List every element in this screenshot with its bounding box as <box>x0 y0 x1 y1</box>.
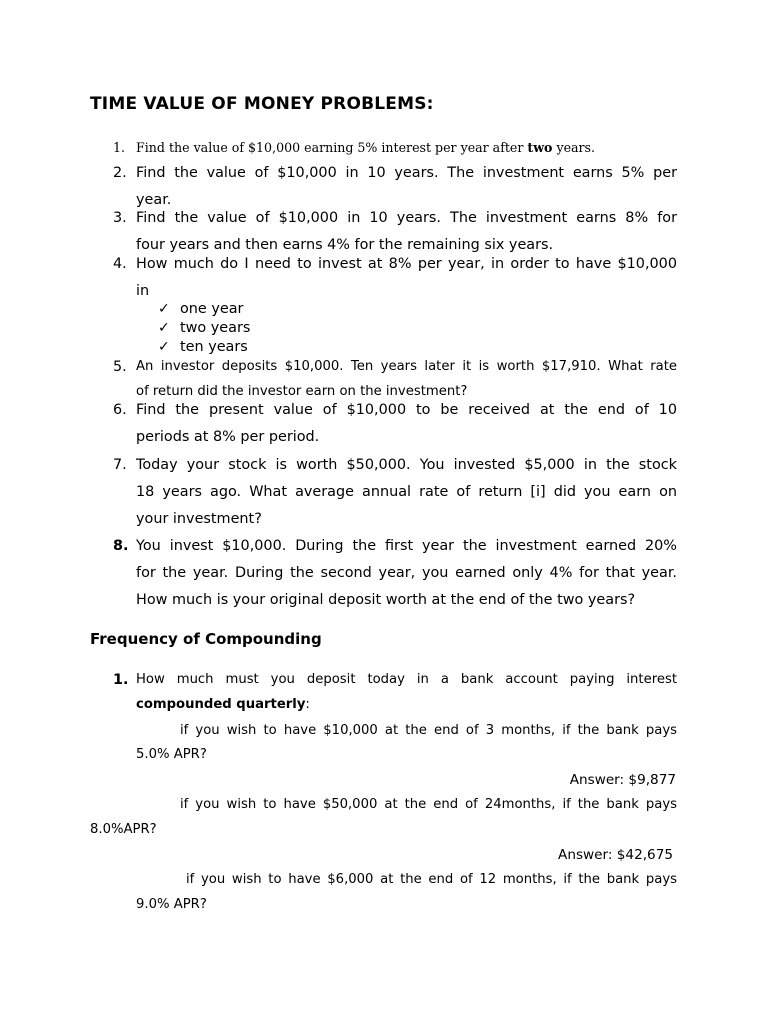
section-q1-part-a-line-2: 5.0% APR? <box>136 747 207 762</box>
problem-1-text-post: years. <box>552 140 596 155</box>
problem-1-text-pre: Find the value of $10,000 earning 5% interest per year after <box>136 140 528 155</box>
problem-2-line-1: Find the value of $10,000 in 10 years. The investment earns 5% per <box>136 165 677 181</box>
problem-4-line-2: in <box>136 283 150 299</box>
checkmark-icon: ✓ <box>158 301 170 317</box>
problem-2-line-2: year. <box>136 192 172 208</box>
problem-7-line-2: 18 years ago. What average annual rate of return [i] did you earn on <box>136 484 677 500</box>
problem-1-number: 1. <box>113 140 126 155</box>
problem-3-line-1: Find the value of $10,000 in 10 years. The investment earns 8% for <box>136 210 677 226</box>
problem-8-number: 8. <box>113 538 129 554</box>
problem-1-text-bold: two <box>527 140 553 155</box>
section-q1-part-c-line-2: 9.0% APR? <box>136 897 207 912</box>
problem-6-number: 6. <box>113 402 127 418</box>
problem-7-number: 7. <box>113 457 127 473</box>
section-q1-line-2-post: : <box>305 697 310 712</box>
compounded-quarterly-bold: compounded quarterly <box>136 697 306 712</box>
page-title: TIME VALUE OF MONEY PROBLEMS: <box>90 94 434 114</box>
problem-2-number: 2. <box>113 165 127 181</box>
problem-8-line-3: How much is your original deposit worth at the end of the two years? <box>136 592 636 608</box>
problem-5-number: 5. <box>113 359 127 375</box>
problem-5-line-2: of return did the investor earn on the investment? <box>136 384 468 399</box>
problem-8-line-2: for the year. During the second year, you earned only 4% for that year. <box>136 565 677 581</box>
section-q1-part-b-line-2: 8.0%APR? <box>90 822 157 837</box>
problem-5-line-1: An investor deposits $10,000. Ten years later it is worth $17,910. What rate <box>136 359 677 374</box>
section-q1-part-a-answer: Answer: $9,877 <box>569 772 676 788</box>
problem-4-number: 4. <box>113 256 127 272</box>
problem-4-line-1: How much do I need to invest at 8% per year, in order to have $10,000 <box>136 256 677 272</box>
section-q1-line-2 <box>136 696 310 714</box>
section-q1-number: 1. <box>113 672 129 688</box>
checkmark-icon: ✓ <box>158 320 170 336</box>
problem-3-line-2: four years and then earns 4% for the remaining six years. <box>136 237 554 253</box>
problem-8-line-1: You invest $10,000. During the first year the investment earned 20% <box>136 538 677 554</box>
section-q1-line-1: How much must you deposit today in a bank account paying interest <box>136 672 677 687</box>
problem-4-item: ten years <box>180 339 248 355</box>
section-heading: Frequency of Compounding <box>90 630 322 648</box>
problem-3-number: 3. <box>113 210 127 226</box>
checkmark-icon: ✓ <box>158 339 170 355</box>
problem-6-line-1: Find the present value of $10,000 to be received at the end of 10 <box>136 402 677 418</box>
problem-4-item: one year <box>180 301 244 317</box>
section-q1-part-c-line-1: if you wish to have $6,000 at the end of 12 months, if the bank pays <box>186 872 677 887</box>
section-q1-part-b-line-1: if you wish to have $50,000 at the end of 24months, if the bank pays <box>180 797 677 812</box>
problem-7-line-1: Today your stock is worth $50,000. You invested $5,000 in the stock <box>136 457 677 473</box>
problem-6-line-2: periods at 8% per period. <box>136 429 320 445</box>
problem-4-item: two years <box>180 320 251 336</box>
section-q1-part-a-line-1: if you wish to have $10,000 at the end of 3 months, if the bank pays <box>180 723 677 738</box>
problem-1-text <box>136 139 595 157</box>
section-q1-part-b-answer: Answer: $42,675 <box>558 847 673 863</box>
problem-7-line-3: your investment? <box>136 511 262 527</box>
